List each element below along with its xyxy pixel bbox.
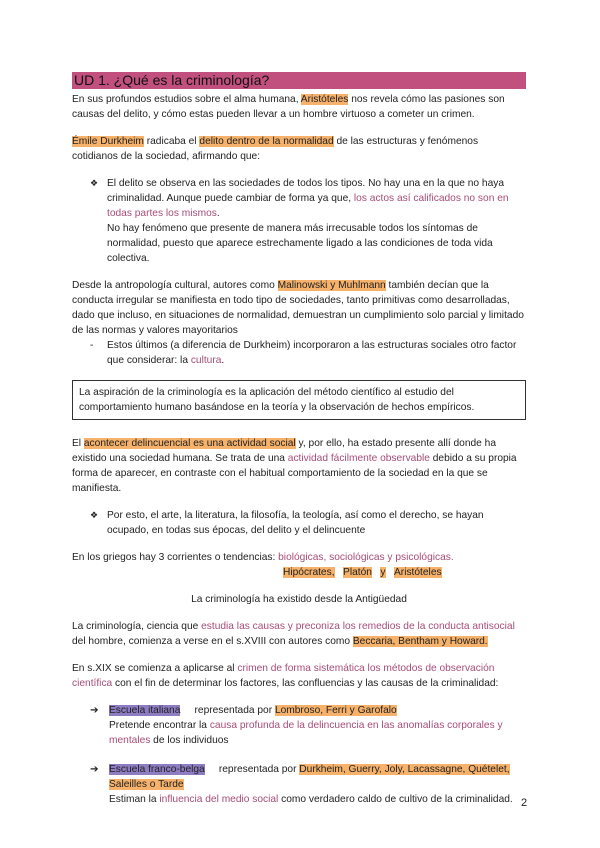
bullet-delito: ❖ El delito se observa en las sociedades de todos los tipos. No hay una en la que no haya criminalidad. Aunque puede cambiar de forma ya que, los actos así calificados no son en todas partes los mismos. No hay fenómeno que presente de manera más irrecusable todos los síntomas de normalidad, puesto que aparece estrechamente ligado a las condiciones de toda vida colectiva. [90,178,509,264]
diamond-bullet-icon: ❖ [90,178,99,188]
highlight: Aristóteles [300,94,349,105]
paragraph-durkheim: Émile Durkheim radicaba el delito dentro de la normalidad de las estructuras y fenómenos cotidianos de la sociedad, afirmando que: [72,136,479,162]
page-number: 2 [521,797,528,809]
paragraph-acontecer: El acontecer delincuencial es una actividad social y, por ello, ha estado presente allí donde ha existido una sociedad humana. Se trata de una actividad fácilmente observable debido a su propia forma de aparecer, en contraste con el habitual comportamiento de la sociedad en la que se manifiesta. [72,438,517,494]
school-italiana: ➔ Escuela italiana representada por Lombroso, Ferri y Garofalo Pretende encontrar la causa profunda de la delincuencia en las anomalías corporales y mentales de los individuos [90,705,503,746]
paragraph-antropologia: Desde la antropología cultural, autores como Malinowski y Muhlmann también decían que la conducta irregular se manifiesta en todo tipo de sociedades, tanto primitivas como desarrolladas, dado que incluso, en situaciones de normalidad, demuestran un cumplimiento solo parcial y limitado de las normas y valores mayoritarios [72,280,524,336]
page-content [72,72,526,821]
school-franco-belga: ➔ Escuela franco-belga representada por Durkheim, Guerry, Joly, Lacassagne, Quételet, Saleilles o Tarde Estiman la influencia del medio social como verdadero caldo de cultivo de la criminalidad. [90,764,513,805]
definition-box: La aspiración de la criminología es la aplicación del método científico al estudio del comportamiento humano basándose en la teoría y la observación de hechos empíricos. [72,380,526,420]
section-title: UD 1. ¿Qué es la criminología? [72,72,526,89]
diamond-bullet-icon: ❖ [90,510,99,520]
dash-item-cultura: - Estos últimos (a diferencia de Durkheim) incorporaron a las estructuras sociales otro factor que considerar: la cultura. [90,340,517,366]
arrow-right-icon: ➔ [90,764,99,775]
paragraph-siglo-xviii: La criminología, ciencia que estudia las causas y preconiza los remedios de la conducta antisocial del hombre, comienza a verse en el s.XVIII con autores como Beccaria, Bentham y Howard. [72,621,515,647]
bullet-arte: ❖ Por esto, el arte, la literatura, la filosofía, la teología, así como el derecho, se hayan ocupado, en todas sus épocas, del delito y el delincuente [90,510,484,536]
arrow-right-icon: ➔ [90,705,99,716]
paragraph-aristoteles: En sus profundos estudios sobre el alma humana, Aristóteles nos revela cómo las pasiones son causas del delito, y cómo estas pueden llevar a un hombre virtuoso a cometer un crimen. [72,94,505,120]
centered-statement: La criminología ha existido desde la Antigüedad [191,594,407,605]
paragraph-siglo-xix: En s.XIX se comienza a aplicarse al crimen de forma sistemática los métodos de observación científica con el fin de determinar los factores, las confluencias y las causas de la criminalidad: [72,663,499,689]
paragraph-griegos: En los griegos hay 3 corrientes o tendencias: biológicas, sociológicas y psicológicas. Hipócrates, Platón y Aristóteles [72,552,454,578]
